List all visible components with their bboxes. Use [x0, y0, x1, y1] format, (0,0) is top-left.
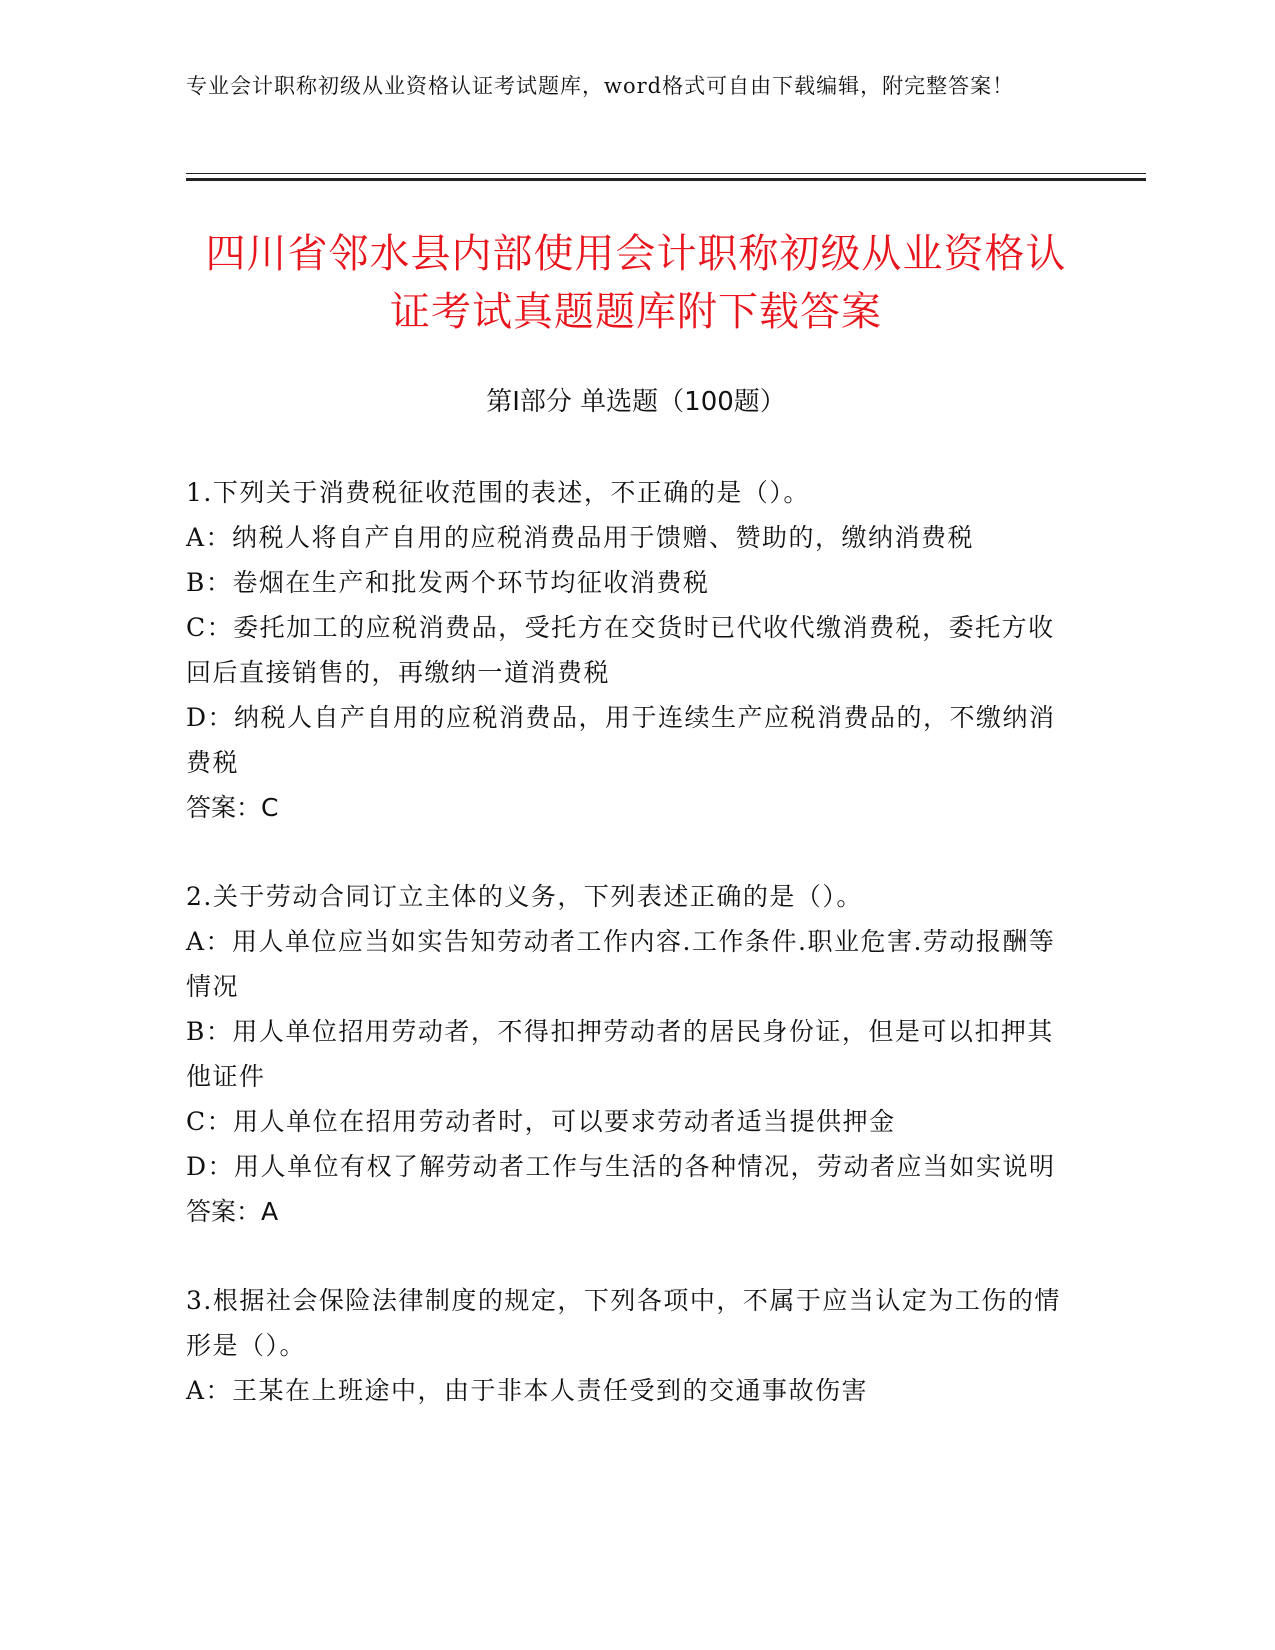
answer: 答案：C: [186, 793, 279, 822]
option-c: C：用人单位在招用劳动者时，可以要求劳动者适当提供押金: [186, 1107, 896, 1136]
option-d: D：纳税人自产自用的应税消费品，用于连续生产应税消费品的，不缴纳消费税: [186, 703, 1056, 777]
option-b: B：用人单位招用劳动者，不得扣押劳动者的居民身份证，但是可以扣押其他证件: [186, 1017, 1054, 1091]
option-d: D：用人单位有权了解劳动者工作与生活的各种情况，劳动者应当如实说明: [186, 1152, 1056, 1181]
header-divider-thick: [186, 178, 1146, 181]
question-list: [186, 470, 1066, 1457]
question-stem: 2.关于劳动合同订立主体的义务，下列表述正确的是（）。: [186, 882, 863, 911]
document-title: 四川省邻水县内部使用会计职称初级从业资格认证考试真题题库附下载答案: [205, 231, 1067, 335]
question-2: [186, 874, 1066, 1234]
option-a: A：用人单位应当如实告知劳动者工作内容.工作条件.职业危害.劳动报酬等情况: [186, 927, 1056, 1001]
header-divider-thin: [186, 173, 1146, 174]
option-a: A：纳税人将自产自用的应税消费品用于馈赠、赞助的，缴纳消费税: [186, 523, 975, 552]
section-title: 第Ⅰ部分 单选题（100题）: [486, 387, 786, 417]
header-note: 专业会计职称初级从业资格认证考试题库，word格式可自由下载编辑，附完整答案！: [186, 74, 1015, 98]
question-stem: 1.下列关于消费税征收范围的表述，不正确的是（）。: [186, 478, 810, 507]
question-stem: 3.根据社会保险法律制度的规定，下列各项中，不属于应当认定为工伤的情形是（）。: [186, 1286, 1061, 1360]
question-3: [186, 1278, 1066, 1413]
option-b: B：卷烟在生产和批发两个环节均征收消费税: [186, 568, 710, 597]
option-c: C：委托加工的应税消费品，受托方在交货时已代收代缴消费税，委托方收回后直接销售的，再缴纳一道消费税: [186, 613, 1055, 687]
question-1: [186, 470, 1066, 830]
option-a: A：王某在上班途中，由于非本人责任受到的交通事故伤害: [186, 1376, 869, 1405]
answer: 答案：A: [186, 1197, 279, 1226]
